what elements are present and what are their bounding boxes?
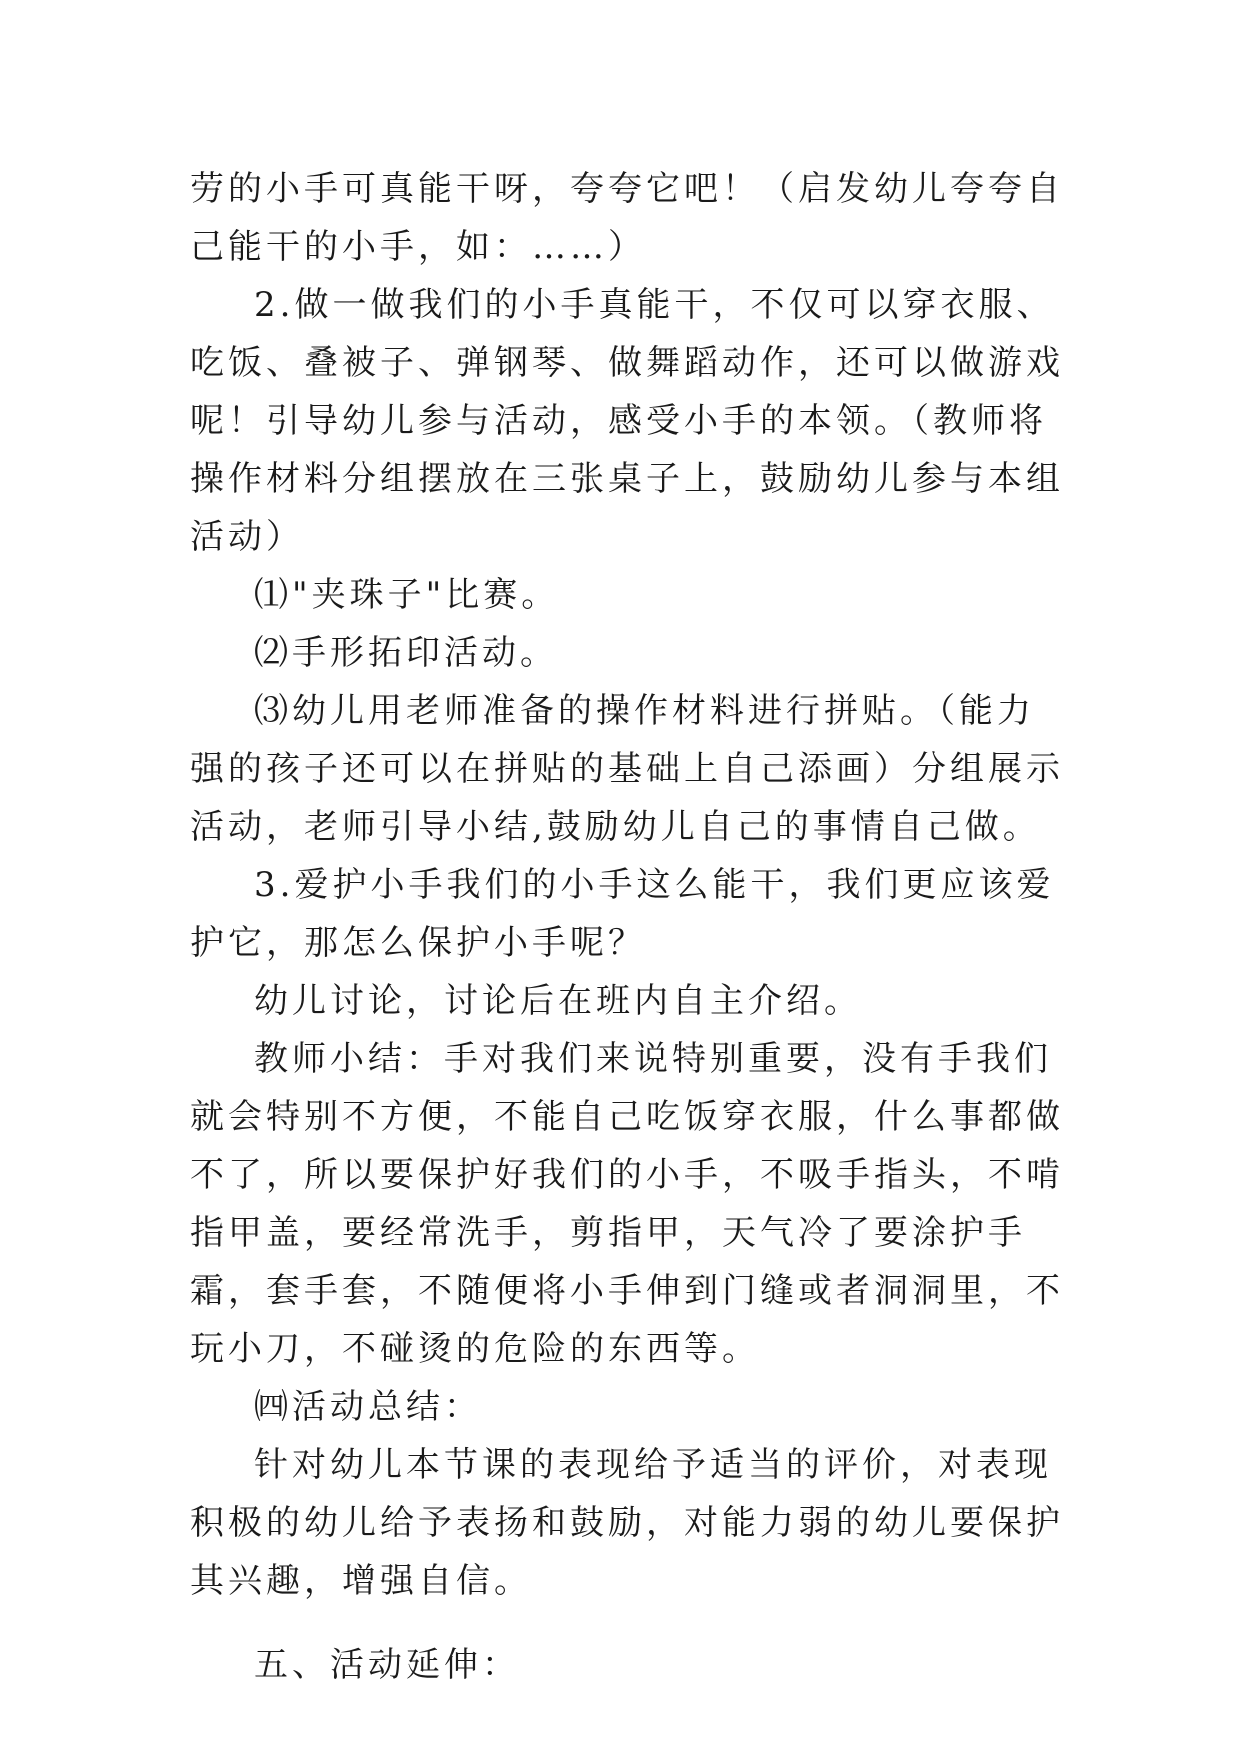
paragraph-evaluation: 针对幼儿本节课的表现给予适当的评价，对表现积极的幼儿给予表扬和鼓励，对能力弱的幼儿要保护其兴趣，增强自信。 bbox=[190, 1445, 1064, 1601]
paragraph-step-2-do-activity: 2.做一做我们的小手真能干，不仅可以穿衣服、吃饭、叠被子、弹钢琴、做舞蹈动作，还可以做游戏呢！引导幼儿参与活动，感受小手的本领。（教师将操作材料分组摆放在三张桌子上，鼓励幼儿参与本组活动） bbox=[190, 285, 1064, 557]
paragraph-collage-activity: ⑶幼儿用老师准备的操作材料进行拼贴。（能力强的孩子还可以在拼贴的基础上自己添画）分组展示活动，老师引导小结,鼓励幼儿自己的事情自己做。 bbox=[190, 691, 1064, 847]
paragraph-bead-clip-contest: ⑴"夹珠子"比赛。 bbox=[254, 575, 560, 615]
paragraph-hand-print-activity: ⑵手形拓印活动。 bbox=[254, 633, 558, 673]
paragraph-praise-hands: 劳的小手可真能干呀，夸夸它吧！（启发幼儿夸夸自己能干的小手，如：……） bbox=[190, 169, 1064, 267]
document-body bbox=[190, 160, 1070, 1694]
paragraph-step-3-protect-hands: 3.爱护小手我们的小手这么能干，我们更应该爱护它，那怎么保护小手呢？ bbox=[190, 865, 1055, 963]
heading-activity-extension: 五、活动延伸： bbox=[254, 1645, 520, 1685]
paragraph-teacher-summary: 教师小结：手对我们来说特别重要，没有手我们就会特别不方便，不能自己吃饭穿衣服，什么事都做不了，所以要保护好我们的小手，不吸手指头，不啃指甲盖，要经常洗手，剪指甲，天气冷了要涂护手霜，套手套，不随便将小手伸到门缝或者洞洞里，不玩小刀，不碰烫的危险的东西等。 bbox=[190, 1039, 1064, 1369]
heading-activity-summary: ㈣活动总结： bbox=[254, 1387, 482, 1427]
paragraph-children-discussion: 幼儿讨论，讨论后在班内自主介绍。 bbox=[254, 981, 862, 1021]
